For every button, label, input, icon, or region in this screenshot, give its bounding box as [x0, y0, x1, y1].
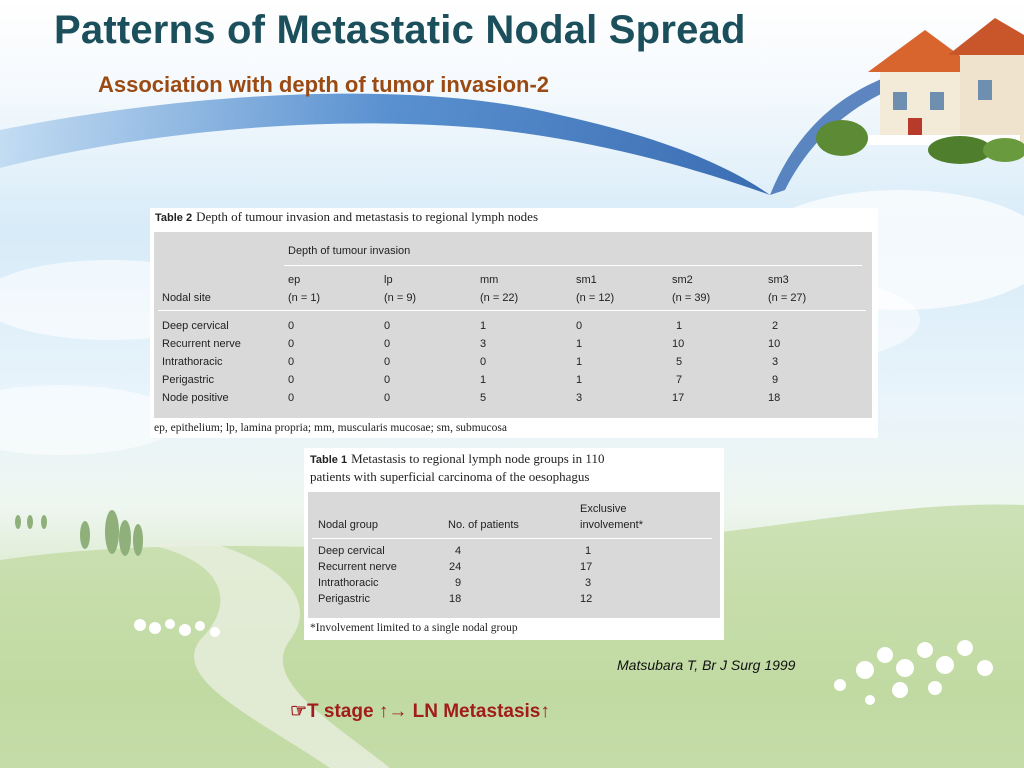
table-2-value: 1 [480, 374, 487, 386]
blue-swoosh-shape [0, 94, 770, 195]
table-1-group: Perigastric [318, 593, 370, 605]
table-2-value: 1 [576, 374, 583, 386]
table-1-header-group: Nodal group [318, 519, 378, 531]
table-2-site: Intrathoracic [162, 356, 223, 368]
table-2-value: 0 [288, 338, 295, 350]
conclusion-text: ☞T stage ↑→ LN Metastasis↑ [290, 701, 550, 722]
table-2-site: Perigastric [162, 374, 214, 386]
table-1-group: Recurrent nerve [318, 561, 397, 573]
table-2-value: 1 [576, 356, 583, 368]
table-2-site: Node positive [162, 392, 229, 404]
table-2-group-header: Depth of tumour invasion [288, 245, 411, 257]
table-2-value: 17 [672, 392, 685, 404]
table-1-rule [312, 538, 712, 539]
table-2-value: 3 [576, 392, 583, 404]
table-2-value: 1 [676, 320, 683, 332]
table-2-col-n: (n = 12) [576, 292, 615, 304]
table-2-row-header: Nodal site [162, 292, 211, 304]
table-2-value: 3 [772, 356, 779, 368]
table-1-caption [310, 451, 604, 468]
table-1-panel [304, 448, 724, 640]
table-2-col-n: (n = 9) [384, 292, 417, 304]
table-2-value: 0 [384, 374, 391, 386]
citation: Matsubara T, Br J Surg 1999 [617, 657, 796, 673]
table-2-value: 7 [676, 374, 683, 386]
table-1-exclusive: 17 [580, 561, 593, 573]
table-2-value: 0 [288, 374, 295, 386]
table-2-value: 3 [480, 338, 487, 350]
table-1-header-patients: No. of patients [448, 519, 519, 531]
table-2-col-header: ep [288, 274, 301, 286]
table-2-col-header: lp [384, 274, 393, 286]
slide-title: Patterns of Metastatic Nodal Spread [54, 8, 746, 52]
table-2-value: 0 [384, 320, 391, 332]
table-1-label: Table 1 [310, 454, 348, 466]
table-1-patients: 4 [455, 545, 462, 557]
slide-subtitle: Association with depth of tumor invasion-2 [98, 72, 550, 97]
table-1-group: Deep cervical [318, 545, 385, 557]
house-illustration [860, 18, 1024, 145]
table-2-value: 0 [576, 320, 583, 332]
table-1-exclusive: 3 [585, 577, 592, 589]
table-2-value: 0 [384, 392, 391, 404]
table-2-value: 18 [768, 392, 781, 404]
table-2-body [154, 232, 872, 418]
table-1-patients: 18 [449, 593, 462, 605]
table-2-value: 9 [772, 374, 779, 386]
table-2-col-n: (n = 39) [672, 292, 711, 304]
table-2-value: 0 [288, 320, 295, 332]
table-2-label: Table 2 [155, 212, 193, 224]
table-2-value: 5 [676, 356, 683, 368]
table-2-value: 1 [480, 320, 487, 332]
table-2-col-header: sm1 [576, 274, 597, 286]
table-2-value: 1 [576, 338, 583, 350]
table-1-footnote: *Involvement limited to a single nodal group [310, 622, 518, 634]
table-2-col-header: sm2 [672, 274, 693, 286]
table-2-col-n: (n = 1) [288, 292, 321, 304]
table-1-patients: 9 [455, 577, 462, 589]
table-2-footnote: ep, epithelium; lp, lamina propria; mm, muscularis mucosae; sm, submucosa [154, 422, 507, 434]
table-2-value: 0 [288, 356, 295, 368]
table-1-header-involvement: involvement* [580, 519, 643, 531]
table-2-caption [155, 209, 538, 226]
tree-shapes [15, 510, 143, 556]
table-2-site: Recurrent nerve [162, 338, 241, 350]
table-1-exclusive: 1 [585, 545, 592, 557]
table-2-value: 0 [288, 392, 295, 404]
table-1-header-exclusive: Exclusive [580, 503, 627, 515]
table-2-value: 0 [480, 356, 487, 368]
table-2-col-n: (n = 22) [480, 292, 519, 304]
table-2-value: 2 [772, 320, 779, 332]
table-1-group: Intrathoracic [318, 577, 379, 589]
table-2-caption-text: Depth of tumour invasion and metastasis to regional lymph nodes [196, 209, 539, 224]
table-2-col-n: (n = 27) [768, 292, 807, 304]
table-2-value: 0 [384, 356, 391, 368]
table-1-body [308, 492, 720, 618]
table-2-value: 0 [384, 338, 391, 350]
table-2-col-header: mm [480, 274, 499, 286]
table-2-site: Deep cervical [162, 320, 229, 332]
table-1-caption-line2: patients with superficial carcinoma of the oesophagus [310, 469, 590, 484]
table-2-col-header: sm3 [768, 274, 789, 286]
table-2-value: 10 [768, 338, 781, 350]
table-1-patients: 24 [449, 561, 462, 573]
table-2-panel [150, 208, 878, 438]
table-1-caption-line1: Metastasis to regional lymph node groups in 110 [351, 451, 605, 466]
table-2-value: 10 [672, 338, 685, 350]
table-2-rule [284, 265, 862, 266]
table-1-exclusive: 12 [580, 593, 593, 605]
table-2-value: 5 [480, 392, 487, 404]
table-2-rule [158, 310, 866, 311]
